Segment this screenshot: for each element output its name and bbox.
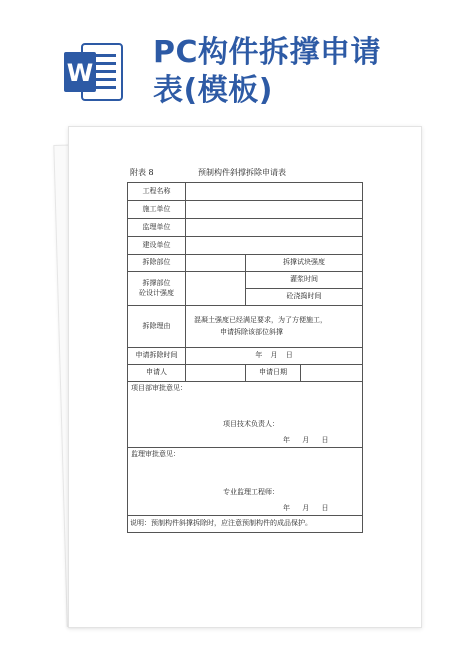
supervision-unit-value bbox=[186, 219, 363, 237]
curing-label: 灌浆时间 bbox=[246, 272, 363, 289]
builder-unit-label: 建设单位 bbox=[128, 237, 186, 255]
table-row bbox=[128, 183, 363, 201]
form-title: 预制构件斜撑拆除申请表 bbox=[198, 168, 286, 177]
brace-strength-label: 拆撑试块强度 bbox=[246, 255, 363, 272]
table-row bbox=[128, 382, 363, 448]
design-strength-value bbox=[186, 272, 246, 306]
pour-time-label: 砼浇捣时间 bbox=[246, 289, 363, 306]
project-opinion-signer: 项目技术负责人： bbox=[223, 420, 279, 428]
project-opinion-title: 项目部审批意见： bbox=[131, 384, 187, 392]
apply-time-label: 申请拆除时间 bbox=[128, 348, 186, 365]
construction-unit-value bbox=[186, 201, 363, 219]
design-strength-text: 砼设计强度 bbox=[139, 288, 174, 297]
svg-text:W: W bbox=[66, 59, 94, 87]
project-name-value bbox=[186, 183, 363, 201]
word-document-icon bbox=[62, 40, 124, 104]
applicant-value bbox=[186, 365, 246, 382]
table-row bbox=[128, 516, 363, 533]
table-row bbox=[128, 219, 363, 237]
project-name-label: 工程名称 bbox=[128, 183, 186, 201]
reason-line1: 混凝土强度已经满足要求，为了方便施工， bbox=[194, 316, 327, 325]
application-form-table bbox=[127, 182, 363, 533]
table-row bbox=[128, 201, 363, 219]
removal-reason-label: 拆除理由 bbox=[128, 306, 186, 348]
table-row bbox=[128, 255, 363, 272]
apply-time-value: 年 月 日 bbox=[186, 348, 363, 365]
table-row bbox=[128, 348, 363, 365]
apply-date-label: 申请日期 bbox=[246, 365, 301, 382]
supervision-opinion-date: 年 月 日 bbox=[283, 504, 329, 512]
table-row bbox=[128, 365, 363, 382]
table-row bbox=[128, 306, 363, 348]
table-row bbox=[128, 272, 363, 289]
removal-part-label: 拆除部位 bbox=[128, 255, 186, 272]
reason-line2: 申请拆除该部位斜撑 bbox=[220, 327, 283, 336]
applicant-label: 申请人 bbox=[128, 365, 186, 382]
banner bbox=[0, 0, 474, 120]
appendix-label: 附表 8 bbox=[130, 168, 154, 177]
removal-part-value bbox=[186, 255, 246, 272]
removal-part2-text: 拆撑部位 bbox=[142, 279, 171, 288]
supervision-opinion-signer: 专业监理工程师： bbox=[223, 488, 279, 496]
construction-unit-label: 施工单位 bbox=[128, 201, 186, 219]
apply-date-value bbox=[301, 365, 363, 382]
form-note: 说明：预制构件斜撑拆除时，应注意预制构件的成品保护。 bbox=[128, 516, 363, 533]
builder-unit-value bbox=[186, 237, 363, 255]
banner-title-line1: PC构件拆撑申请 bbox=[153, 35, 382, 70]
supervision-unit-label: 监理单位 bbox=[128, 219, 186, 237]
banner-title-line2: 表(模板) bbox=[153, 73, 273, 108]
supervision-opinion-title: 监理审批意见： bbox=[131, 450, 180, 458]
project-opinion-section bbox=[128, 382, 363, 448]
project-opinion-date: 年 月 日 bbox=[283, 436, 329, 444]
removal-reason-value bbox=[186, 306, 363, 348]
table-row bbox=[128, 237, 363, 255]
supervision-opinion-section bbox=[128, 448, 363, 516]
removal-part2-label bbox=[128, 272, 186, 306]
table-row bbox=[128, 448, 363, 516]
